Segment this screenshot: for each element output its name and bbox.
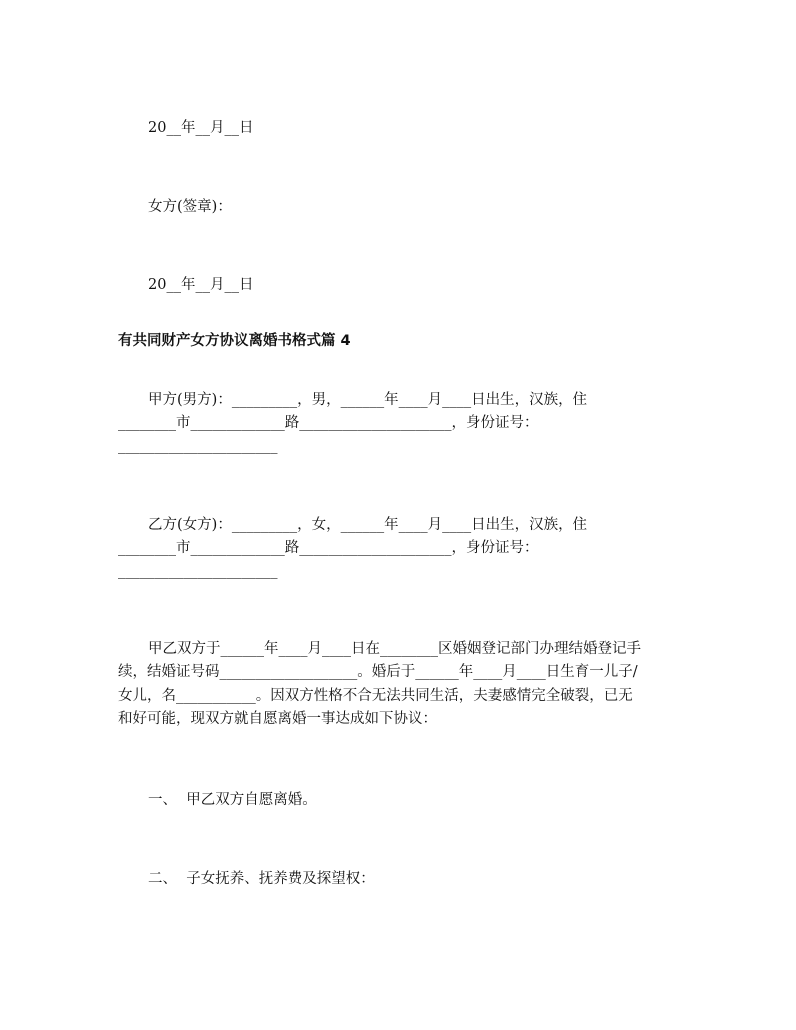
agreement-paragraph-line-3: 女儿，名___________。因双方性格不合无法共同生活，夫妻感情完全破裂，已无 xyxy=(118,688,633,704)
party-b-line-2: ________市_____________路_____________________，身份证号： xyxy=(118,540,539,556)
date-line-1: 20__年__月__日 xyxy=(148,120,254,136)
female-signature-label: 女方(签章)： xyxy=(148,199,232,215)
party-a-line-2: ________市_____________路_____________________，身份证号： xyxy=(118,415,539,431)
party-b-line-3: ______________________ xyxy=(118,563,278,579)
clause-1: 一、 甲乙双方自愿离婚。 xyxy=(148,792,317,808)
clause-2: 二、 子女抚养、抚养费及探望权： xyxy=(148,871,375,887)
party-b-line-1: 乙方(女方)：_________，女，______年____月____日出生，汉族，住 xyxy=(148,517,588,533)
party-a-line-3: ______________________ xyxy=(118,438,278,454)
party-a-line-1: 甲方(男方)：_________，男，______年____月____日出生，汉族，住 xyxy=(148,392,588,408)
agreement-paragraph-line-4: 和好可能，现双方就自愿离婚一事达成如下协议： xyxy=(118,711,437,727)
date-line-2: 20__年__月__日 xyxy=(148,277,254,293)
agreement-paragraph-line-2: 续，结婚证号码___________________。婚后于______年____月____日生育一儿子/ xyxy=(118,664,638,680)
section-title: 有共同财产女方协议离婚书格式篇 4 xyxy=(118,333,351,349)
agreement-paragraph-line-1: 甲乙双方于______年____月____日在________区婚姻登记部门办理结婚登记手 xyxy=(148,641,641,657)
